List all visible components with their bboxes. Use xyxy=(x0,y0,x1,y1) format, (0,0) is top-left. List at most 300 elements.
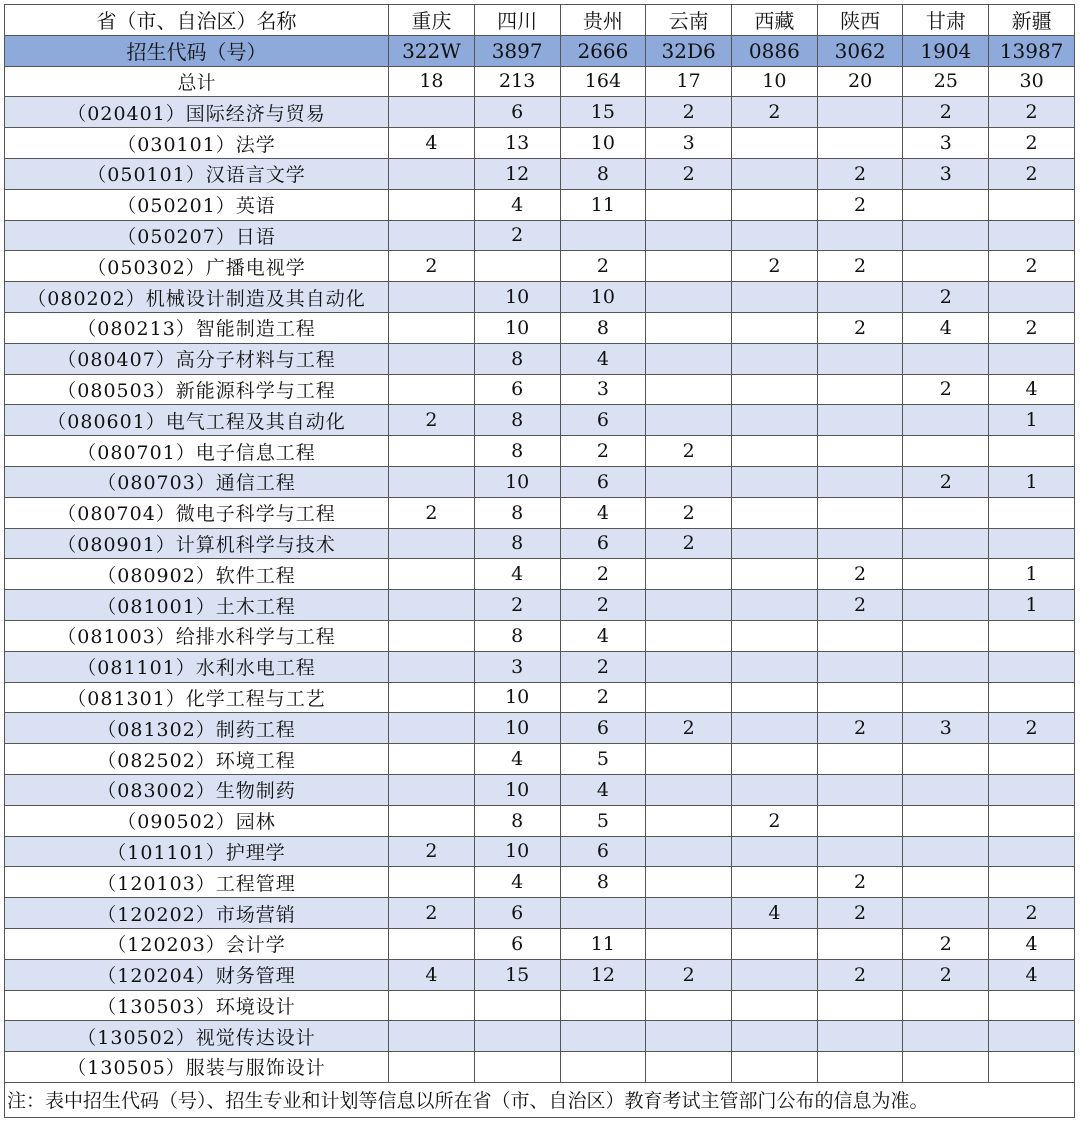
quota-cell xyxy=(989,620,1075,651)
quota-cell: 2 xyxy=(989,713,1075,744)
table-row xyxy=(5,466,1075,497)
total-cell: 164 xyxy=(560,66,646,97)
major-name: （083002）生物制药 xyxy=(5,774,389,805)
quota-cell xyxy=(817,528,903,559)
quota-cell: 10 xyxy=(474,713,560,744)
quota-cell xyxy=(903,251,989,282)
quota-cell xyxy=(732,220,818,251)
quota-cell: 2 xyxy=(989,251,1075,282)
quota-cell xyxy=(732,189,818,220)
quota-cell xyxy=(903,774,989,805)
quota-cell xyxy=(817,682,903,713)
quota-cell xyxy=(989,528,1075,559)
quota-cell: 2 xyxy=(389,251,475,282)
quota-cell: 8 xyxy=(560,312,646,343)
quota-cell xyxy=(646,590,732,621)
quota-cell: 4 xyxy=(989,928,1075,959)
table-row xyxy=(5,836,1075,867)
table-row xyxy=(5,128,1075,159)
quota-cell: 2 xyxy=(817,158,903,189)
quota-cell: 2 xyxy=(732,805,818,836)
quota-cell: 3 xyxy=(903,713,989,744)
major-name: （081001）土木工程 xyxy=(5,590,389,621)
table-row xyxy=(5,898,1075,929)
quota-cell xyxy=(903,682,989,713)
quota-cell xyxy=(560,1052,646,1083)
quota-cell xyxy=(646,220,732,251)
quota-cell: 3 xyxy=(646,128,732,159)
major-name: （120203）会计学 xyxy=(5,928,389,959)
quota-cell xyxy=(646,559,732,590)
table-row xyxy=(5,1052,1075,1083)
quota-cell: 8 xyxy=(560,158,646,189)
table-body xyxy=(5,5,1075,1083)
quota-cell xyxy=(646,466,732,497)
quota-cell: 8 xyxy=(474,620,560,651)
quota-cell xyxy=(732,497,818,528)
quota-cell xyxy=(646,620,732,651)
quota-cell: 2 xyxy=(903,928,989,959)
quota-cell xyxy=(732,620,818,651)
quota-cell xyxy=(903,497,989,528)
quota-cell xyxy=(989,343,1075,374)
quota-cell xyxy=(646,928,732,959)
quota-cell xyxy=(817,282,903,313)
quota-cell xyxy=(817,466,903,497)
major-name: （080503）新能源科学与工程 xyxy=(5,374,389,405)
quota-cell xyxy=(389,559,475,590)
quota-cell xyxy=(389,713,475,744)
quota-cell xyxy=(646,251,732,282)
footnote: 注：表中招生代码（号）、招生专业和计划等信息以所在省（市、自治区）教育考试主管部门公布的信息为准。 xyxy=(5,1082,1075,1117)
quota-cell xyxy=(903,898,989,929)
total-row xyxy=(5,66,1075,97)
quota-cell xyxy=(903,990,989,1021)
quota-cell: 2 xyxy=(817,312,903,343)
quota-cell: 8 xyxy=(474,436,560,467)
table-row xyxy=(5,590,1075,621)
quota-cell: 10 xyxy=(474,466,560,497)
quota-cell xyxy=(817,1052,903,1083)
quota-cell: 2 xyxy=(817,867,903,898)
quota-cell xyxy=(817,497,903,528)
quota-cell xyxy=(646,189,732,220)
enrollment-plan-table xyxy=(4,4,1075,1118)
quota-cell xyxy=(389,590,475,621)
quota-cell: 4 xyxy=(560,620,646,651)
quota-cell: 2 xyxy=(646,436,732,467)
quota-cell: 3 xyxy=(903,128,989,159)
quota-cell xyxy=(389,528,475,559)
major-name: （130505）服装与服饰设计 xyxy=(5,1052,389,1083)
quota-cell: 8 xyxy=(474,343,560,374)
quota-cell xyxy=(817,620,903,651)
quota-cell xyxy=(389,466,475,497)
province-header: 重庆 xyxy=(389,5,475,36)
quota-cell xyxy=(646,744,732,775)
quota-cell xyxy=(989,805,1075,836)
quota-cell: 3 xyxy=(560,374,646,405)
code-cell: 32D6 xyxy=(646,35,732,66)
quota-cell: 4 xyxy=(989,374,1075,405)
quota-cell xyxy=(817,928,903,959)
quota-cell xyxy=(732,128,818,159)
quota-cell xyxy=(646,774,732,805)
quota-cell xyxy=(903,1021,989,1052)
header-row xyxy=(5,5,1075,36)
quota-cell xyxy=(817,405,903,436)
quota-cell: 4 xyxy=(474,867,560,898)
quota-cell: 2 xyxy=(560,682,646,713)
quota-cell xyxy=(732,590,818,621)
quota-cell xyxy=(389,282,475,313)
quota-cell xyxy=(989,744,1075,775)
quota-cell xyxy=(389,436,475,467)
code-label: 招生代码（号） xyxy=(5,35,389,66)
quota-cell: 1 xyxy=(989,466,1075,497)
quota-cell: 10 xyxy=(474,312,560,343)
quota-cell: 10 xyxy=(560,128,646,159)
quota-cell: 2 xyxy=(389,405,475,436)
quota-cell: 2 xyxy=(646,528,732,559)
quota-cell: 2 xyxy=(903,959,989,990)
quota-cell xyxy=(903,343,989,374)
quota-cell xyxy=(732,774,818,805)
quota-cell xyxy=(989,1052,1075,1083)
quota-cell xyxy=(903,651,989,682)
total-label: 总计 xyxy=(5,66,389,97)
quota-cell: 6 xyxy=(474,928,560,959)
quota-cell: 2 xyxy=(903,374,989,405)
table-row xyxy=(5,713,1075,744)
quota-cell: 2 xyxy=(389,898,475,929)
quota-cell xyxy=(903,744,989,775)
quota-cell xyxy=(474,251,560,282)
quota-cell xyxy=(732,282,818,313)
quota-cell xyxy=(646,651,732,682)
table-row xyxy=(5,251,1075,282)
quota-cell xyxy=(989,282,1075,313)
quota-cell xyxy=(817,374,903,405)
quota-cell xyxy=(989,1021,1075,1052)
quota-cell: 13 xyxy=(474,128,560,159)
quota-cell xyxy=(989,867,1075,898)
quota-cell xyxy=(989,220,1075,251)
quota-cell xyxy=(989,651,1075,682)
major-name: （080901）计算机科学与技术 xyxy=(5,528,389,559)
quota-cell: 2 xyxy=(817,189,903,220)
quota-cell xyxy=(817,436,903,467)
quota-cell: 8 xyxy=(560,867,646,898)
note-row xyxy=(5,1082,1075,1117)
quota-cell: 4 xyxy=(560,497,646,528)
major-name: （130503）环境设计 xyxy=(5,990,389,1021)
quota-cell xyxy=(732,405,818,436)
quota-cell: 2 xyxy=(560,559,646,590)
quota-cell: 8 xyxy=(474,497,560,528)
code-cell: 2666 xyxy=(560,35,646,66)
quota-cell xyxy=(389,312,475,343)
quota-cell: 2 xyxy=(989,312,1075,343)
quota-cell: 4 xyxy=(474,559,560,590)
quota-cell: 10 xyxy=(474,774,560,805)
table-row xyxy=(5,343,1075,374)
quota-cell: 11 xyxy=(560,928,646,959)
quota-cell xyxy=(732,158,818,189)
table-row xyxy=(5,774,1075,805)
major-name: （080407）高分子材料与工程 xyxy=(5,343,389,374)
quota-cell xyxy=(389,928,475,959)
major-name: （020401）国际经济与贸易 xyxy=(5,97,389,128)
major-name: （120103）工程管理 xyxy=(5,867,389,898)
quota-cell xyxy=(989,774,1075,805)
major-name: （080704）微电子科学与工程 xyxy=(5,497,389,528)
table-row xyxy=(5,559,1075,590)
quota-cell xyxy=(732,466,818,497)
major-name: （081301）化学工程与工艺 xyxy=(5,682,389,713)
quota-cell: 2 xyxy=(989,158,1075,189)
province-header: 云南 xyxy=(646,5,732,36)
table-row xyxy=(5,436,1075,467)
quota-cell: 3 xyxy=(903,158,989,189)
table-row xyxy=(5,867,1075,898)
quota-cell xyxy=(817,220,903,251)
quota-cell xyxy=(989,682,1075,713)
quota-cell: 1 xyxy=(989,559,1075,590)
quota-cell: 2 xyxy=(817,713,903,744)
quota-cell: 6 xyxy=(560,836,646,867)
quota-cell: 2 xyxy=(646,158,732,189)
quota-cell: 10 xyxy=(474,682,560,713)
quota-cell xyxy=(389,97,475,128)
quota-cell xyxy=(903,805,989,836)
table-row xyxy=(5,374,1075,405)
quota-cell: 4 xyxy=(560,774,646,805)
major-name: （080601）电气工程及其自动化 xyxy=(5,405,389,436)
major-name: （081101）水利水电工程 xyxy=(5,651,389,682)
quota-cell xyxy=(389,620,475,651)
table-row xyxy=(5,220,1075,251)
quota-cell xyxy=(646,805,732,836)
quota-cell: 1 xyxy=(989,405,1075,436)
quota-cell xyxy=(903,620,989,651)
quota-cell xyxy=(732,528,818,559)
table-row xyxy=(5,528,1075,559)
table-row xyxy=(5,990,1075,1021)
quota-cell: 10 xyxy=(474,282,560,313)
quota-cell: 2 xyxy=(560,436,646,467)
table-row xyxy=(5,497,1075,528)
quota-cell: 5 xyxy=(560,805,646,836)
quota-cell xyxy=(389,1021,475,1052)
province-header: 甘肃 xyxy=(903,5,989,36)
quota-cell: 2 xyxy=(903,282,989,313)
major-name: （080701）电子信息工程 xyxy=(5,436,389,467)
quota-cell xyxy=(732,374,818,405)
quota-cell xyxy=(817,744,903,775)
total-cell: 30 xyxy=(989,66,1075,97)
quota-cell xyxy=(817,805,903,836)
quota-cell: 12 xyxy=(474,158,560,189)
quota-cell xyxy=(389,220,475,251)
quota-cell xyxy=(732,928,818,959)
quota-cell xyxy=(732,744,818,775)
total-cell: 10 xyxy=(732,66,818,97)
quota-cell: 2 xyxy=(646,497,732,528)
quota-cell xyxy=(646,990,732,1021)
quota-cell xyxy=(646,682,732,713)
quota-cell xyxy=(817,774,903,805)
quota-cell: 2 xyxy=(817,959,903,990)
major-name: （080703）通信工程 xyxy=(5,466,389,497)
table-row xyxy=(5,682,1075,713)
quota-cell: 4 xyxy=(732,898,818,929)
quota-cell: 4 xyxy=(474,189,560,220)
table-row xyxy=(5,805,1075,836)
major-name: （120204）财务管理 xyxy=(5,959,389,990)
province-header: 新疆 xyxy=(989,5,1075,36)
major-name: （050302）广播电视学 xyxy=(5,251,389,282)
quota-cell xyxy=(389,744,475,775)
quota-cell xyxy=(989,497,1075,528)
total-cell: 25 xyxy=(903,66,989,97)
quota-cell xyxy=(389,651,475,682)
table-row xyxy=(5,1021,1075,1052)
quota-cell: 2 xyxy=(989,898,1075,929)
table-row xyxy=(5,405,1075,436)
province-header: 四川 xyxy=(474,5,560,36)
code-cell: 322W xyxy=(389,35,475,66)
quota-cell xyxy=(389,990,475,1021)
table-row xyxy=(5,651,1075,682)
quota-cell xyxy=(817,990,903,1021)
quota-cell: 4 xyxy=(389,128,475,159)
total-cell: 20 xyxy=(817,66,903,97)
quota-cell xyxy=(732,990,818,1021)
table-row xyxy=(5,928,1075,959)
quota-cell xyxy=(646,405,732,436)
quota-cell: 15 xyxy=(474,959,560,990)
quota-cell: 6 xyxy=(560,405,646,436)
quota-cell: 4 xyxy=(903,312,989,343)
major-name: （120202）市场营销 xyxy=(5,898,389,929)
quota-cell xyxy=(732,1021,818,1052)
quota-cell xyxy=(646,343,732,374)
table-row xyxy=(5,312,1075,343)
quota-cell xyxy=(560,220,646,251)
quota-cell: 2 xyxy=(389,836,475,867)
table-row xyxy=(5,158,1075,189)
quota-cell xyxy=(732,436,818,467)
major-name: （101101）护理学 xyxy=(5,836,389,867)
quota-cell xyxy=(646,836,732,867)
quota-cell xyxy=(646,867,732,898)
major-name: （081003）给排水科学与工程 xyxy=(5,620,389,651)
quota-cell xyxy=(903,559,989,590)
quota-cell: 6 xyxy=(474,374,560,405)
total-cell: 18 xyxy=(389,66,475,97)
quota-cell xyxy=(646,898,732,929)
quota-cell xyxy=(989,436,1075,467)
major-name: （030101）法学 xyxy=(5,128,389,159)
major-name: （130502）视觉传达设计 xyxy=(5,1021,389,1052)
major-name: （080902）软件工程 xyxy=(5,559,389,590)
quota-cell xyxy=(732,312,818,343)
table-row xyxy=(5,282,1075,313)
code-cell: 1904 xyxy=(903,35,989,66)
quota-cell: 15 xyxy=(560,97,646,128)
quota-cell: 2 xyxy=(817,251,903,282)
quota-cell: 2 xyxy=(817,590,903,621)
quota-cell xyxy=(389,805,475,836)
table-row xyxy=(5,744,1075,775)
code-cell: 13987 xyxy=(989,35,1075,66)
major-name: （050207）日语 xyxy=(5,220,389,251)
quota-cell: 2 xyxy=(389,497,475,528)
quota-cell: 10 xyxy=(560,282,646,313)
major-name: （080202）机械设计制造及其自动化 xyxy=(5,282,389,313)
quota-cell xyxy=(646,282,732,313)
quota-cell xyxy=(560,898,646,929)
quota-cell: 1 xyxy=(989,590,1075,621)
quota-cell: 2 xyxy=(989,128,1075,159)
quota-cell xyxy=(560,1021,646,1052)
major-name: （090502）园林 xyxy=(5,805,389,836)
province-header: 贵州 xyxy=(560,5,646,36)
quota-cell xyxy=(989,189,1075,220)
quota-cell xyxy=(903,1052,989,1083)
province-header: 西藏 xyxy=(732,5,818,36)
quota-cell xyxy=(389,1052,475,1083)
quota-cell xyxy=(732,867,818,898)
table-row xyxy=(5,97,1075,128)
quota-cell xyxy=(903,405,989,436)
major-name: （050201）英语 xyxy=(5,189,389,220)
table-row xyxy=(5,959,1075,990)
quota-cell xyxy=(817,651,903,682)
quota-cell: 6 xyxy=(474,97,560,128)
quota-cell xyxy=(817,836,903,867)
quota-cell: 2 xyxy=(989,97,1075,128)
quota-cell xyxy=(389,158,475,189)
quota-cell xyxy=(646,312,732,343)
quota-cell xyxy=(817,343,903,374)
quota-cell xyxy=(732,713,818,744)
quota-cell: 8 xyxy=(474,805,560,836)
table-row xyxy=(5,189,1075,220)
total-cell: 17 xyxy=(646,66,732,97)
quota-cell: 10 xyxy=(474,836,560,867)
quota-cell xyxy=(903,836,989,867)
quota-cell xyxy=(389,682,475,713)
quota-cell xyxy=(903,867,989,898)
quota-cell xyxy=(732,1052,818,1083)
quota-cell xyxy=(732,651,818,682)
quota-cell xyxy=(817,1021,903,1052)
quota-cell xyxy=(646,1052,732,1083)
quota-cell: 2 xyxy=(732,97,818,128)
quota-cell xyxy=(732,343,818,374)
total-cell: 213 xyxy=(474,66,560,97)
quota-cell xyxy=(389,774,475,805)
quota-cell: 2 xyxy=(903,466,989,497)
quota-cell: 4 xyxy=(560,343,646,374)
quota-cell: 4 xyxy=(474,744,560,775)
quota-cell xyxy=(389,189,475,220)
quota-cell xyxy=(389,867,475,898)
code-cell: 3897 xyxy=(474,35,560,66)
code-cell: 3062 xyxy=(817,35,903,66)
